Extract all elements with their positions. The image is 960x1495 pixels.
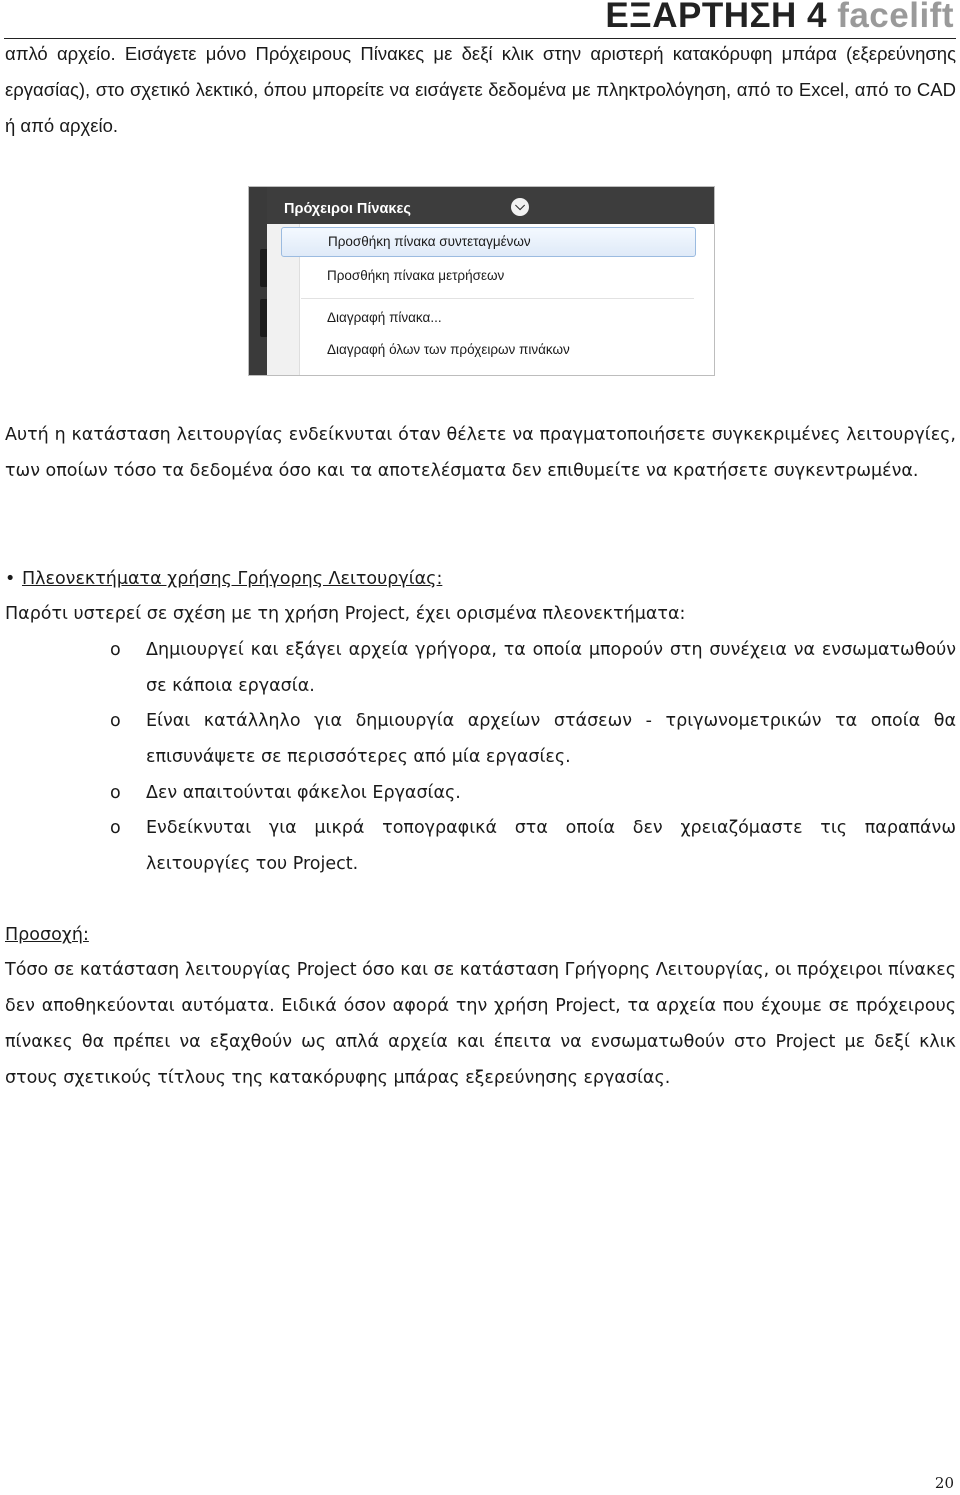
menu-item-delete-table[interactable] xyxy=(281,304,694,332)
list-item xyxy=(110,703,956,775)
header-title-main: ΕΞΑΡΤΗΣΗ 4 xyxy=(605,0,827,35)
chevron-down-icon[interactable]: ⌵ xyxy=(511,198,529,216)
page-number: 20 xyxy=(934,1474,954,1492)
mode-paragraph: Αυτή η κατάσταση λειτουργίας ενδείκνυται όταν θέλετε να πραγματοποιήσετε συγκεκριμένες λειτουργίες, των οποίων τόσο τα δεδομένα όσο και τα αποτελέσματα δεν επιθυμείτε να κρατήσετε συγκεντρωμένα. xyxy=(5,425,956,481)
list-item xyxy=(110,632,956,704)
caution-heading: Προσοχή: xyxy=(5,925,89,945)
list-marker: o xyxy=(110,640,121,660)
menu-item-add-measurements-table[interactable] xyxy=(281,262,694,290)
intro-paragraph: απλό αρχείο. Εισάγετε μόνο Πρόχειρους Πίνακες με δεξί κλικ στην αριστερή κατακόρυφη μπάρα (εξερεύνησης εργασίας), στο σχετικό λεκτικό, όπου μπορείτε να εισάγετε δεδομένα με πληκτρολόγηση, από το Excel, από το CAD ή από αρχείο. xyxy=(5,43,956,136)
menu-item-label: Διαγραφή όλων των πρόχειρων πινάκων xyxy=(327,342,570,357)
list-item xyxy=(110,775,956,811)
bullet-marker: • xyxy=(5,569,16,589)
list-item-text: Δεν απαιτούνται φάκελοι Εργασίας. xyxy=(146,783,461,803)
menu-item-label: Διαγραφή πίνακα... xyxy=(327,310,442,325)
menu-item-label: Προσθήκη πίνακα μετρήσεων xyxy=(327,268,505,283)
menu-item-label: Προσθήκη πίνακα συντεταγμένων xyxy=(328,234,531,249)
list-marker: o xyxy=(110,818,121,838)
list-marker: o xyxy=(110,783,121,803)
page-header-title xyxy=(605,0,954,38)
advantages-lead: Παρότι υστερεί σε σχέση με τη χρήση Project, έχει ορισμένα πλεονεκτήματα: xyxy=(5,604,686,624)
list-item xyxy=(110,810,956,882)
menu-item-delete-all-tables[interactable] xyxy=(281,336,694,364)
list-item-text: Είναι κατάλληλο για δημιουργία αρχείων στάσεων - τριγωνομετρικών τα οποία θα επισυνάψετε σε περισσότερες από μία εργασίες. xyxy=(146,711,956,767)
list-item-text: Ενδείκνυται για μικρά τοπογραφικά στα οποία δεν χρειαζόμαστε τις παραπάνω λειτουργίες του Project. xyxy=(146,818,956,874)
advantages-heading-text: Πλεονεκτήματα χρήσης Γρήγορης Λειτουργίας: xyxy=(22,569,443,589)
menu-item-add-coordinates-table[interactable] xyxy=(281,227,696,257)
menu-title: Πρόχειροι Πίνακες xyxy=(284,201,411,217)
advantages-heading xyxy=(5,561,442,597)
list-item-text: Δημιουργεί και εξάγει αρχεία γρήγορα, τα οποία μπορούν στη συνέχεια να ενσωματωθούν σε κάποια εργασία. xyxy=(146,640,956,696)
list-marker: o xyxy=(110,711,121,731)
caution-paragraph: Τόσο σε κατάσταση λειτουργίας Project όσο και σε κατάσταση Γρήγορης Λειτουργίας, οι πρόχειροι πίνακες δεν αποθηκεύονται αυτόματα. Ειδικά όσον αφορά την χρήση Project, τα αρχεία που έχουμε σε πρόχειρους πίνακες θα πρέπει να εξαχθούν ως απλά αρχεία και έπειτα να ενσωματωθούν στο Project με δεξί κλικ στους σχετικούς τίτλους της κατακόρυφης μπάρας εξερεύνησης εργασίας. xyxy=(5,960,956,1088)
header-title-suffix: facelift xyxy=(837,0,954,35)
menu-separator xyxy=(301,298,694,299)
context-menu-screenshot xyxy=(248,186,715,376)
